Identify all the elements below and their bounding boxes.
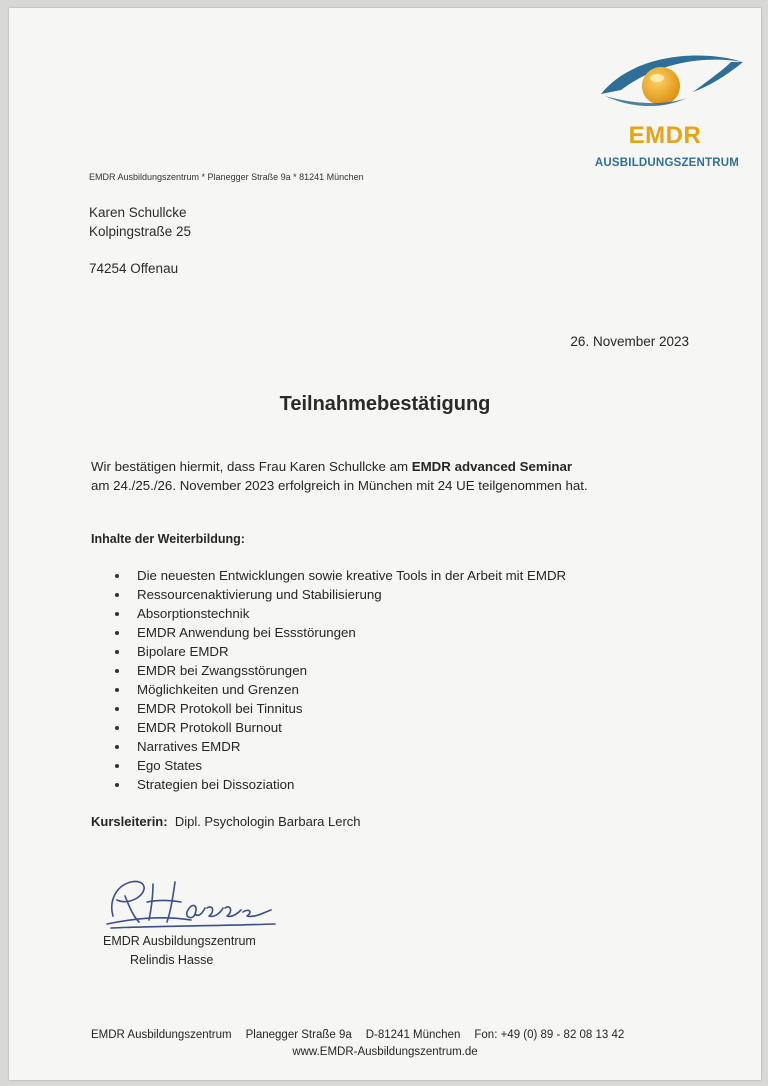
list-item: Absorptionstechnik: [109, 604, 566, 623]
list-item: EMDR Protokoll Burnout: [109, 718, 566, 737]
course-leader-label: Kursleiterin:: [91, 814, 168, 829]
course-leader: [91, 814, 361, 829]
eye-icon: [591, 46, 743, 126]
list-item: Bipolare EMDR: [109, 642, 566, 661]
signature-name: Relindis Hasse: [130, 953, 214, 967]
list-item: Ressourcenaktivierung und Stabilisierung: [109, 585, 566, 604]
seminar-name: EMDR advanced Seminar: [411, 459, 573, 474]
list-item: Möglichkeiten und Grenzen: [109, 680, 566, 699]
handwritten-signature: [95, 872, 285, 934]
list-item: EMDR Protokoll bei Tinnitus: [109, 699, 566, 718]
emdr-logo: [591, 46, 743, 176]
confirmation-line-2: am 24./25./26. November 2023 erfolgreich in München mit 24 UE teilgenommen hat.: [91, 478, 588, 493]
logo-word: EMDR: [628, 122, 702, 149]
list-item: Narratives EMDR: [109, 737, 566, 756]
contents-heading: Inhalte der Weiterbildung:: [91, 532, 245, 546]
confirmation-text: Wir bestätigen hiermit, dass Frau Karen Schullcke am: [91, 459, 412, 474]
footer-city: D-81241 München: [365, 1029, 461, 1041]
recipient-city: 74254 Offenau: [89, 261, 179, 276]
list-item: EMDR Anwendung bei Essstörungen: [109, 623, 566, 642]
list-item: Strategien bei Dissoziation: [109, 775, 566, 794]
contents-list: [109, 566, 566, 794]
confirmation-line-1: [91, 457, 572, 476]
logo-subtitle: AUSBILDUNGSZENTRUM: [594, 157, 740, 169]
course-leader-value: Dipl. Psychologin Barbara Lerch: [174, 814, 361, 829]
list-item: EMDR bei Zwangsstörungen: [109, 661, 566, 680]
footer-address: [91, 1029, 638, 1041]
signature-org: EMDR Ausbildungszentrum: [103, 934, 256, 948]
list-item: Ego States: [109, 756, 566, 775]
letter-date: 26. November 2023: [570, 334, 689, 349]
certificate-page: [9, 8, 761, 1080]
footer-website: www.EMDR-Ausbildungszentrum.de: [292, 1046, 478, 1058]
footer-phone: Fon: +49 (0) 89 - 82 08 13 42: [474, 1029, 625, 1041]
footer-street: Planegger Straße 9a: [245, 1029, 352, 1041]
sender-line: EMDR Ausbildungszentrum * Planegger Straße 9a * 81241 München: [89, 172, 364, 182]
document-title: Teilnahmebestätigung: [279, 393, 491, 415]
recipient-street: Kolpingstraße 25: [89, 224, 192, 239]
list-item: Die neuesten Entwicklungen sowie kreative Tools in der Arbeit mit EMDR: [109, 566, 566, 585]
footer-org: EMDR Ausbildungszentrum: [91, 1029, 232, 1041]
recipient-name: Karen Schullcke: [89, 205, 187, 220]
